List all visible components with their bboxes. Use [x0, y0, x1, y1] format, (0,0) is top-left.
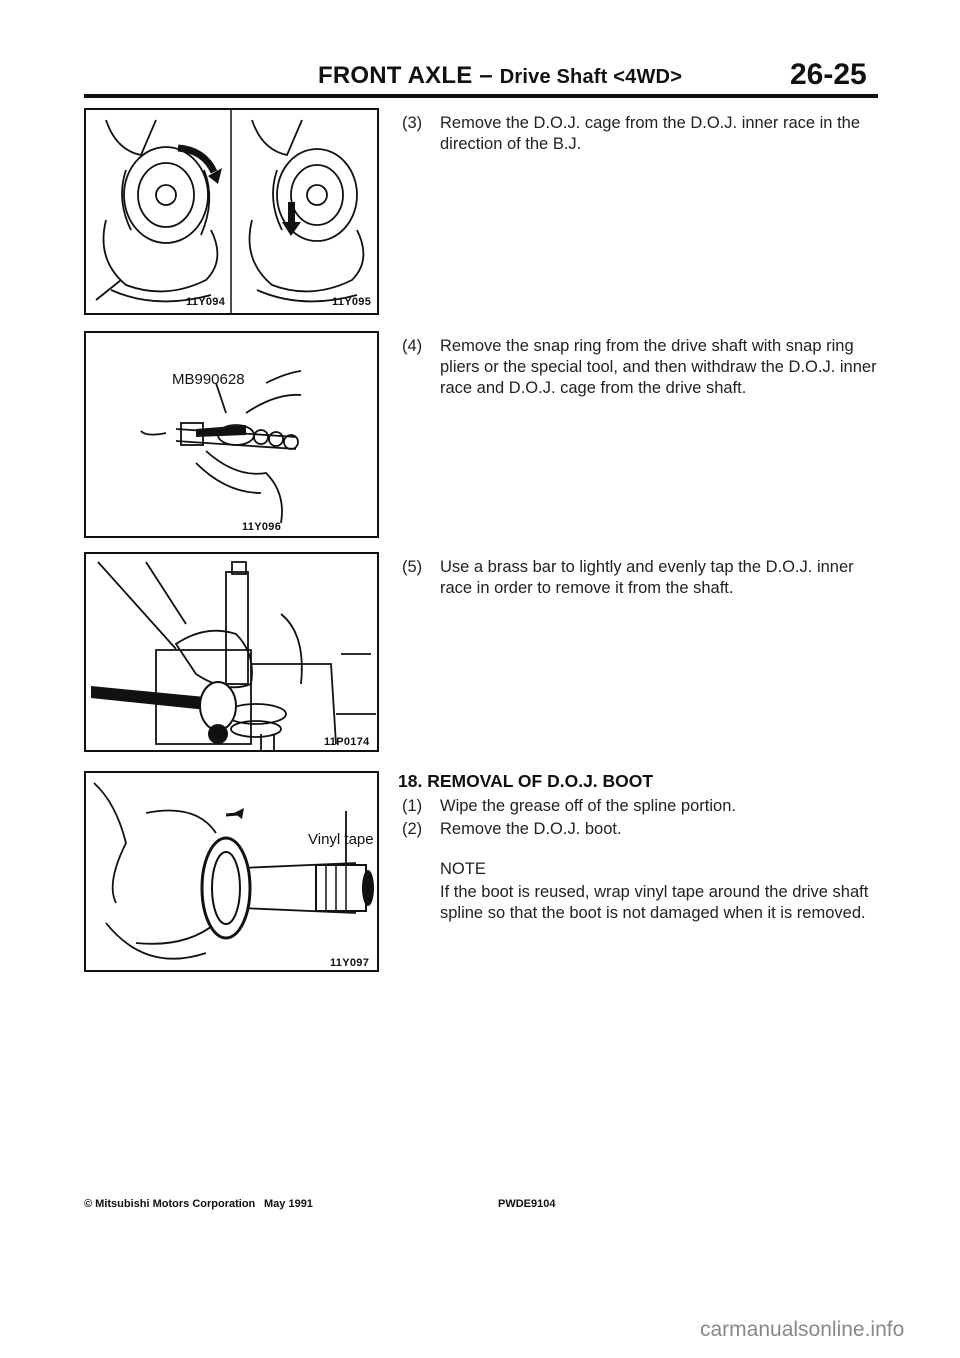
step-number: (4)	[402, 337, 423, 355]
section-heading: 18. REMOVAL OF D.O.J. BOOT	[398, 771, 654, 791]
figure-doj-cage-removal	[84, 108, 379, 315]
figure-code: 11Y097	[330, 957, 370, 969]
figure-code: 11Y096	[242, 521, 282, 533]
step-number: (5)	[402, 558, 423, 576]
step-number: (3)	[402, 114, 423, 132]
snap-ring-illustration	[86, 333, 377, 536]
footer-doc-code: PWDE9104	[498, 1198, 556, 1210]
footer-copyright: © Mitsubishi Motors Corporation	[84, 1198, 256, 1210]
figure-code-left: 11Y094	[186, 296, 226, 308]
title-main: FRONT AXLE	[318, 62, 473, 89]
step-number: (2)	[402, 820, 423, 838]
step-5	[402, 557, 882, 599]
step-3	[402, 113, 882, 155]
header-divider	[84, 94, 878, 98]
figure-code: 11P0174	[324, 736, 370, 748]
tool-label: MB990628	[172, 371, 245, 388]
note-label: NOTE	[440, 860, 486, 878]
step-text: Remove the D.O.J. boot.	[440, 820, 622, 838]
step-text: Remove the snap ring from the drive shaft with snap ring pliers or the special tool, and then withdraw the D.O.J. inner race and D.O.J. cage from the drive shaft.	[440, 337, 877, 397]
step-18-1	[402, 796, 882, 817]
page-number: 26-25	[790, 58, 867, 91]
note-text: If the boot is reused, wrap vinyl tape around the drive shaft spline so that the boot is not damaged when it is removed.	[440, 883, 869, 922]
figure-brass-bar	[84, 552, 379, 752]
step-text: Wipe the grease off of the spline portion.	[440, 797, 736, 815]
step-4	[402, 336, 882, 399]
watermark: carmanualsonline.info	[700, 1318, 905, 1341]
step-text: Remove the D.O.J. cage from the D.O.J. inner race in the direction of the B.J.	[440, 114, 861, 153]
page-title	[318, 62, 682, 90]
step-number: (1)	[402, 797, 423, 815]
title-dash: –	[472, 62, 500, 89]
figure-snap-ring-pliers	[84, 331, 379, 538]
vinyl-tape-illustration	[86, 773, 377, 970]
footer-date: May 1991	[264, 1198, 313, 1210]
step-18-2	[402, 819, 882, 840]
figure-code-right: 11Y095	[332, 296, 372, 308]
step-text: Use a brass bar to lightly and evenly tap the D.O.J. inner race in order to remove it from the shaft.	[440, 558, 854, 597]
title-sub: Drive Shaft <4WD>	[499, 66, 683, 88]
brass-bar-illustration	[86, 554, 377, 750]
figure-vinyl-tape	[84, 771, 379, 972]
vinyl-tape-label: Vinyl tape	[308, 831, 374, 848]
doj-cage-illustration	[86, 110, 377, 313]
